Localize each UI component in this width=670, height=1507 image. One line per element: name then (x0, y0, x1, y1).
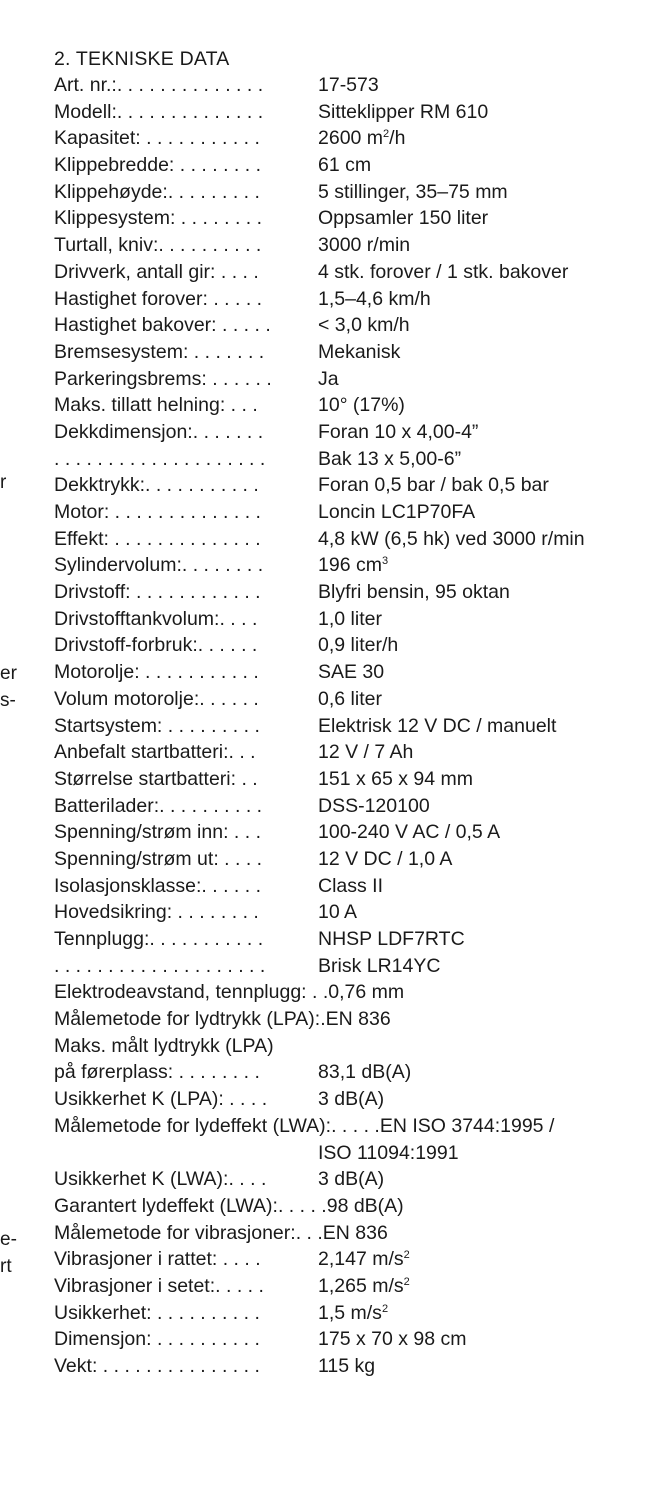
spec-value-text: 196 cm (318, 554, 382, 577)
spec-value (318, 579, 510, 606)
spec-value (318, 312, 410, 339)
spec-row (54, 1300, 666, 1327)
spec-value-text: 2600 m (318, 127, 384, 150)
spec-value (318, 259, 568, 286)
spec-value (318, 926, 465, 953)
spec-value (318, 499, 475, 526)
spec-value-text: 3 dB(A) (318, 1088, 385, 1111)
spec-value (318, 606, 382, 633)
spec-value-text: NHSP LDF7RTC (318, 928, 465, 950)
spec-label: Batterilader:. . . . . . . . . . (54, 794, 263, 817)
spec-value (318, 1086, 384, 1113)
spec-label: Dekktrykk:. . . . . . . . . . . (54, 474, 259, 497)
spec-value-text: 115 kg (318, 1355, 376, 1377)
technical-data-section (54, 46, 666, 1380)
spec-label: Motorolje: . . . . . . . . . . . (54, 661, 259, 684)
spec-row (54, 1353, 666, 1380)
spec-label: Usikkerhet K (LPA): . . . . (54, 1088, 268, 1111)
spec-value (318, 1246, 410, 1273)
spec-label: Hastighet bakover: . . . . . (54, 314, 271, 337)
spec-label: Maks. tillatt helning: . . . (54, 394, 258, 417)
spec-label: Parkeringsbrems: . . . . . . (54, 367, 272, 390)
spec-value-text: 175 x 70 x 98 cm (318, 1328, 467, 1351)
spec-row (54, 926, 666, 953)
spec-label: Volum motorolje:. . . . . . (54, 687, 259, 710)
spec-value (318, 1166, 384, 1193)
spec-value (318, 632, 398, 659)
spec-row (54, 526, 666, 553)
spec-row (54, 312, 666, 339)
spec-value (318, 659, 384, 686)
spec-value-text: 151 x 65 x 94 mm (318, 767, 473, 790)
spec-value-text: 83,1 dB(A) (318, 1061, 412, 1084)
spec-value-text: 0,6 liter (318, 687, 382, 710)
spec-row (54, 1326, 666, 1353)
spec-row (54, 125, 666, 152)
spec-label: Hovedsikring: . . . . . . . . (54, 901, 259, 924)
spec-label: . . . . . . . . . . . . . . . . . . . . (54, 447, 266, 470)
spec-value (318, 1059, 411, 1086)
spec-value (318, 125, 405, 152)
spec-value-text: Sitteklipper RM 610 (318, 100, 489, 123)
spec-label: . . . . . . . . . . . . . . . . . . . . (54, 954, 266, 977)
spec-full-line: Maks. målt lydtrykk (LPA) (54, 1034, 274, 1057)
spec-row (54, 1273, 666, 1300)
spec-label: Vekt: . . . . . . . . . . . . . . . (54, 1355, 260, 1377)
spec-value-text: DSS-120100 (318, 794, 430, 817)
spec-value (318, 526, 585, 553)
spec-label: Usikkerhet K (LWA):. . . . (54, 1168, 267, 1191)
spec-label: Klippebredde: . . . . . . . . (54, 154, 262, 177)
spec-row (54, 1193, 666, 1220)
spec-full-line: Målemetode for vibrasjoner:. . .EN 836 (54, 1221, 388, 1244)
spec-value (318, 286, 431, 313)
spec-row (54, 1140, 666, 1167)
spec-row (54, 846, 666, 873)
spec-row (54, 739, 666, 766)
spec-row (54, 205, 666, 232)
spec-label: Bremsesystem: . . . . . . . (54, 340, 265, 363)
spec-label: Sylindervolum:. . . . . . . . (54, 554, 264, 577)
spec-label: Usikkerhet: . . . . . . . . . . (54, 1301, 260, 1324)
spec-value (318, 873, 383, 900)
spec-value-text: 3000 r/min (318, 234, 411, 257)
spec-row (54, 419, 666, 446)
spec-row (54, 339, 666, 366)
spec-row (54, 99, 666, 126)
spec-value-text: 10 A (318, 901, 358, 924)
spec-value-text: < 3,0 km/h (318, 314, 410, 337)
spec-superscript: 3 (381, 555, 389, 568)
spec-value (318, 1326, 467, 1353)
spec-value-text: 12 V DC / 1,0 A (318, 847, 453, 870)
spec-superscript: 2 (383, 128, 390, 141)
spec-value-text: Ja (318, 367, 339, 390)
spec-value (318, 819, 500, 846)
spec-value-text: 12 V / 7 Ah (318, 741, 414, 764)
spec-row (54, 499, 666, 526)
spec-row (54, 1166, 666, 1193)
spec-row (54, 686, 666, 713)
spec-value (318, 1353, 375, 1380)
margin-fragment: e- (0, 1229, 17, 1250)
spec-label: Drivstoff: . . . . . . . . . . . . (54, 581, 261, 604)
spec-value (318, 152, 371, 179)
spec-value-text: 1,0 liter (318, 607, 382, 630)
spec-label: Spenning/strøm inn: . . . (54, 821, 262, 844)
spec-label: Klippehøyde:. . . . . . . . . (54, 180, 260, 203)
spec-row (54, 446, 666, 473)
spec-full-line: Målemetode for lydtrykk (LPA):.EN 836 (54, 1008, 391, 1031)
spec-value-text: 100-240 V AC / 0,5 A (318, 821, 501, 844)
spec-value (318, 739, 413, 766)
spec-row (54, 819, 666, 846)
spec-label: Isolasjonsklasse:. . . . . . (54, 874, 261, 897)
margin-fragment: rt (0, 1256, 12, 1277)
spec-label: Vibrasjoner i rattet: . . . . (54, 1248, 261, 1271)
spec-full-line: Målemetode for lydeffekt (LWA):. . . . .EN ISO 3744:1995 / (54, 1114, 555, 1137)
spec-row (54, 366, 666, 393)
spec-row (54, 1246, 666, 1273)
spec-full-line: Elektrodeavstand, tennplugg: . .0,76 mm (54, 981, 405, 1004)
spec-value (318, 72, 379, 99)
spec-superscript: 2 (403, 1275, 410, 1288)
spec-row (54, 953, 666, 980)
spec-row (54, 392, 666, 419)
spec-value-text: SAE 30 (318, 661, 385, 684)
spec-value: ISO 11094:1991 (318, 1141, 459, 1164)
spec-row (54, 899, 666, 926)
spec-value (318, 766, 473, 793)
spec-row (54, 72, 666, 99)
spec-superscript: 2 (403, 1249, 410, 1262)
spec-label: Vibrasjoner i setet:. . . . . (54, 1274, 264, 1297)
spec-row (54, 286, 666, 313)
spec-row (54, 1113, 666, 1140)
spec-value-text: 61 cm (318, 154, 372, 177)
spec-row (54, 1086, 666, 1113)
spec-label: Art. nr.:. . . . . . . . . . . . . . (54, 74, 264, 96)
spec-value-text: 10° (17%) (318, 394, 405, 417)
spec-value-text: 5 stillinger, 35–75 mm (318, 180, 508, 203)
spec-label: Dekkdimensjon:. . . . . . . (54, 420, 264, 443)
spec-value-text: Oppsamler 150 liter (318, 207, 489, 230)
spec-value-text: Blyfri bensin, 95 oktan (318, 581, 510, 604)
spec-row (54, 472, 666, 499)
spec-row (54, 793, 666, 820)
spec-row (54, 579, 666, 606)
spec-value (318, 953, 440, 980)
spec-row (54, 1059, 666, 1086)
spec-value-text: 1,5 m/s (318, 1301, 382, 1324)
spec-row (54, 873, 666, 900)
spec-superscript: 2 (381, 1302, 389, 1315)
spec-row (54, 259, 666, 286)
spec-value-text: 4,8 kW (6,5 hk) ved 3000 r/min (318, 527, 585, 550)
margin-fragment: r (0, 472, 7, 493)
spec-value (318, 446, 461, 473)
spec-label: Anbefalt startbatteri:. . . (54, 741, 256, 764)
spec-label: Klippesystem: . . . . . . . . (54, 207, 263, 230)
spec-row (54, 659, 666, 686)
spec-row (54, 552, 666, 579)
spec-value (318, 899, 357, 926)
spec-value (318, 99, 488, 126)
spec-label: Størrelse startbatteri: . . (54, 767, 258, 790)
spec-value (318, 232, 410, 259)
spec-row (54, 713, 666, 740)
spec-value-text: Brisk LR14YC (318, 954, 441, 977)
spec-value (318, 472, 549, 499)
spec-full-line: Garantert lydeffekt (LWA):. . . . .98 dB(A) (54, 1194, 404, 1217)
spec-label: Spenning/strøm ut: . . . . (54, 847, 263, 870)
spec-value-text: Bak 13 x 5,00-6” (318, 447, 462, 470)
spec-value-text: 4 stk. forover / 1 stk. bakover (318, 260, 569, 283)
spec-row (54, 1033, 666, 1060)
spec-row (54, 1220, 666, 1247)
spec-label: Modell:. . . . . . . . . . . . . . (54, 100, 264, 123)
spec-value-text: 3 dB(A) (318, 1168, 385, 1191)
spec-row (54, 152, 666, 179)
spec-value-text: Foran 0,5 bar / bak 0,5 bar (318, 474, 549, 497)
spec-label: Kapasitet: . . . . . . . . . . . (54, 127, 260, 150)
spec-value-text: 0,9 liter/h (318, 634, 399, 657)
spec-label: Hastighet forover: . . . . . (54, 287, 263, 310)
spec-value (318, 419, 478, 446)
spec-value-suffix: /h (389, 127, 406, 150)
spec-value-text: 1,265 m/s (318, 1274, 404, 1297)
spec-value (318, 179, 508, 206)
spec-row (54, 1006, 666, 1033)
spec-value-text: Class II (318, 874, 384, 897)
spec-value (318, 205, 488, 232)
spec-value (318, 552, 388, 579)
spec-value (318, 686, 382, 713)
spec-row (54, 232, 666, 259)
spec-label: Dimensjon: . . . . . . . . . . (54, 1328, 260, 1351)
spec-value (318, 1300, 388, 1327)
spec-value (318, 846, 452, 873)
spec-value (318, 1273, 410, 1300)
spec-label: Drivverk, antall gir: . . . . (54, 260, 259, 283)
spec-value (318, 713, 556, 740)
spec-label: Drivstofftankvolum:. . . . (54, 607, 258, 630)
spec-label: på førerplass: . . . . . . . . (54, 1061, 260, 1084)
spec-value (318, 793, 430, 820)
spec-label: Startsystem: . . . . . . . . . (54, 714, 260, 737)
spec-row (54, 606, 666, 633)
spec-value (318, 339, 400, 366)
spec-label: Turtall, kniv:. . . . . . . . . . (54, 234, 262, 257)
spec-list (54, 72, 666, 1380)
spec-value-text: Foran 10 x 4,00-4” (318, 420, 479, 443)
spec-value-text: Mekanisk (318, 340, 401, 363)
spec-value (318, 366, 339, 393)
spec-row (54, 632, 666, 659)
spec-label: Drivstoff-forbruk:. . . . . . (54, 634, 258, 657)
spec-row (54, 979, 666, 1006)
margin-fragment: er (0, 663, 17, 684)
spec-value-text: 17-573 (318, 74, 379, 96)
spec-value-text: Loncin LC1P70FA (318, 501, 476, 523)
spec-value (318, 392, 405, 419)
spec-value-text: 2,147 m/s (318, 1248, 404, 1271)
spec-label: Motor: . . . . . . . . . . . . . . (54, 501, 261, 523)
spec-label: Tennplugg:. . . . . . . . . . . (54, 928, 264, 950)
spec-label: Effekt: . . . . . . . . . . . . . . (54, 527, 261, 550)
margin-fragment: s- (0, 690, 16, 711)
section-title: 2. TEKNISKE DATA (54, 48, 230, 70)
spec-value-text: Elektrisk 12 V DC / manuelt (318, 714, 557, 737)
spec-row (54, 766, 666, 793)
spec-value-text: 1,5–4,6 km/h (318, 287, 431, 310)
spec-row (54, 179, 666, 206)
